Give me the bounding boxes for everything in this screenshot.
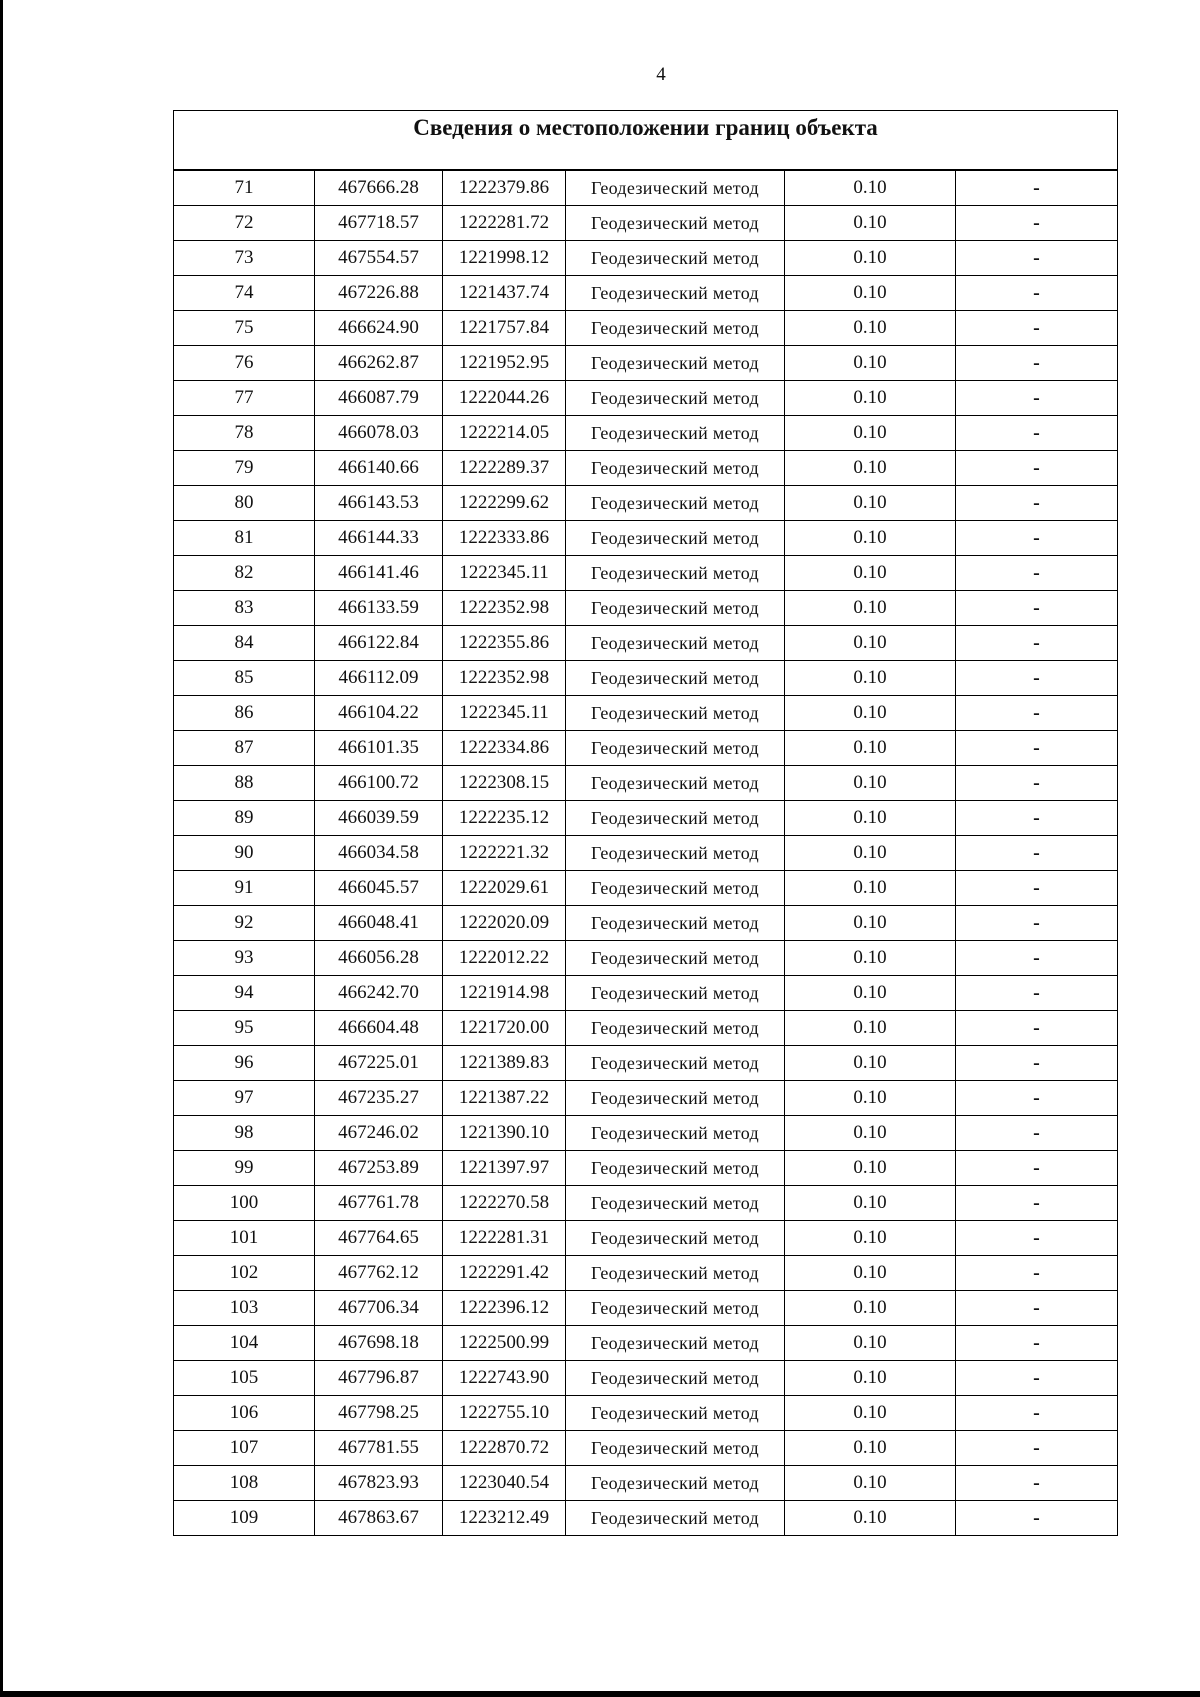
description-cell: - <box>956 906 1118 941</box>
x-coordinate-cell: 466104.22 <box>315 696 443 731</box>
point-number-cell: 95 <box>174 1011 315 1046</box>
precision-cell: 0.10 <box>785 381 956 416</box>
precision-cell: 0.10 <box>785 241 956 276</box>
table-row <box>174 206 1118 241</box>
y-coordinate-cell: 1222352.98 <box>443 661 566 696</box>
x-coordinate-cell: 467718.57 <box>315 206 443 241</box>
table-row <box>174 346 1118 381</box>
precision-cell: 0.10 <box>785 206 956 241</box>
precision-cell: 0.10 <box>785 941 956 976</box>
precision-cell: 0.10 <box>785 871 956 906</box>
point-number-cell: 94 <box>174 976 315 1011</box>
x-coordinate-cell: 466604.48 <box>315 1011 443 1046</box>
table-row <box>174 486 1118 521</box>
x-coordinate-cell: 467823.93 <box>315 1466 443 1501</box>
method-cell: Геодезический метод <box>566 521 785 556</box>
table-row <box>174 381 1118 416</box>
precision-cell: 0.10 <box>785 276 956 311</box>
description-cell: - <box>956 381 1118 416</box>
x-coordinate-cell: 467798.25 <box>315 1396 443 1431</box>
method-cell: Геодезический метод <box>566 1186 785 1221</box>
description-cell: - <box>956 1046 1118 1081</box>
table-row <box>174 696 1118 731</box>
precision-cell: 0.10 <box>785 1396 956 1431</box>
description-cell: - <box>956 451 1118 486</box>
table-row <box>174 1466 1118 1501</box>
table-row <box>174 1046 1118 1081</box>
x-coordinate-cell: 467225.01 <box>315 1046 443 1081</box>
y-coordinate-cell: 1222379.86 <box>443 170 566 206</box>
scan-border-bottom <box>0 1691 1200 1697</box>
table-row <box>174 311 1118 346</box>
table-row <box>174 1326 1118 1361</box>
x-coordinate-cell: 466141.46 <box>315 556 443 591</box>
table-row <box>174 626 1118 661</box>
x-coordinate-cell: 466133.59 <box>315 591 443 626</box>
y-coordinate-cell: 1222333.86 <box>443 521 566 556</box>
y-coordinate-cell: 1223040.54 <box>443 1466 566 1501</box>
precision-cell: 0.10 <box>785 731 956 766</box>
table-row <box>174 241 1118 276</box>
method-cell: Геодезический метод <box>566 1396 785 1431</box>
point-number-cell: 96 <box>174 1046 315 1081</box>
x-coordinate-cell: 467235.27 <box>315 1081 443 1116</box>
y-coordinate-cell: 1221757.84 <box>443 311 566 346</box>
x-coordinate-cell: 466087.79 <box>315 381 443 416</box>
y-coordinate-cell: 1221720.00 <box>443 1011 566 1046</box>
precision-cell: 0.10 <box>785 696 956 731</box>
description-cell: - <box>956 1291 1118 1326</box>
y-coordinate-cell: 1222235.12 <box>443 801 566 836</box>
method-cell: Геодезический метод <box>566 1501 785 1536</box>
y-coordinate-cell: 1222500.99 <box>443 1326 566 1361</box>
x-coordinate-cell: 467764.65 <box>315 1221 443 1256</box>
description-cell: - <box>956 206 1118 241</box>
precision-cell: 0.10 <box>785 1431 956 1466</box>
description-cell: - <box>956 521 1118 556</box>
precision-cell: 0.10 <box>785 661 956 696</box>
description-cell: - <box>956 1116 1118 1151</box>
y-coordinate-cell: 1222743.90 <box>443 1361 566 1396</box>
table-row <box>174 1221 1118 1256</box>
precision-cell: 0.10 <box>785 1361 956 1396</box>
description-cell: - <box>956 661 1118 696</box>
precision-cell: 0.10 <box>785 521 956 556</box>
table-row <box>174 1116 1118 1151</box>
y-coordinate-cell: 1222012.22 <box>443 941 566 976</box>
table-row <box>174 1501 1118 1536</box>
y-coordinate-cell: 1221389.83 <box>443 1046 566 1081</box>
x-coordinate-cell: 466045.57 <box>315 871 443 906</box>
method-cell: Геодезический метод <box>566 311 785 346</box>
table-row <box>174 1291 1118 1326</box>
precision-cell: 0.10 <box>785 451 956 486</box>
precision-cell: 0.10 <box>785 626 956 661</box>
table-row <box>174 556 1118 591</box>
description-cell: - <box>956 696 1118 731</box>
method-cell: Геодезический метод <box>566 1291 785 1326</box>
y-coordinate-cell: 1222214.05 <box>443 416 566 451</box>
description-cell: - <box>956 276 1118 311</box>
y-coordinate-cell: 1222281.72 <box>443 206 566 241</box>
method-cell: Геодезический метод <box>566 766 785 801</box>
description-cell: - <box>956 346 1118 381</box>
method-cell: Геодезический метод <box>566 1256 785 1291</box>
precision-cell: 0.10 <box>785 346 956 381</box>
table-row <box>174 906 1118 941</box>
precision-cell: 0.10 <box>785 1466 956 1501</box>
x-coordinate-cell: 467796.87 <box>315 1361 443 1396</box>
table-row <box>174 836 1118 871</box>
x-coordinate-cell: 466262.87 <box>315 346 443 381</box>
method-cell: Геодезический метод <box>566 451 785 486</box>
table-row <box>174 766 1118 801</box>
table-row <box>174 661 1118 696</box>
point-number-cell: 93 <box>174 941 315 976</box>
point-number-cell: 91 <box>174 871 315 906</box>
precision-cell: 0.10 <box>785 836 956 871</box>
precision-cell: 0.10 <box>785 801 956 836</box>
y-coordinate-cell: 1221397.97 <box>443 1151 566 1186</box>
description-cell: - <box>956 871 1118 906</box>
precision-cell: 0.10 <box>785 486 956 521</box>
description-cell: - <box>956 1256 1118 1291</box>
table-row <box>174 521 1118 556</box>
table-row <box>174 941 1118 976</box>
table-title-row <box>174 111 1118 171</box>
table-row <box>174 1431 1118 1466</box>
x-coordinate-cell: 466039.59 <box>315 801 443 836</box>
method-cell: Геодезический метод <box>566 1046 785 1081</box>
method-cell: Геодезический метод <box>566 731 785 766</box>
point-number-cell: 106 <box>174 1396 315 1431</box>
x-coordinate-cell: 466078.03 <box>315 416 443 451</box>
method-cell: Геодезический метод <box>566 801 785 836</box>
y-coordinate-cell: 1222044.26 <box>443 381 566 416</box>
table-row <box>174 1186 1118 1221</box>
y-coordinate-cell: 1222299.62 <box>443 486 566 521</box>
point-number-cell: 71 <box>174 170 315 206</box>
description-cell: - <box>956 801 1118 836</box>
x-coordinate-cell: 467253.89 <box>315 1151 443 1186</box>
y-coordinate-cell: 1222755.10 <box>443 1396 566 1431</box>
description-cell: - <box>956 1431 1118 1466</box>
y-coordinate-cell: 1222345.11 <box>443 556 566 591</box>
y-coordinate-cell: 1221998.12 <box>443 241 566 276</box>
point-number-cell: 72 <box>174 206 315 241</box>
point-number-cell: 92 <box>174 906 315 941</box>
table-row <box>174 591 1118 626</box>
method-cell: Геодезический метод <box>566 170 785 206</box>
method-cell: Геодезический метод <box>566 941 785 976</box>
precision-cell: 0.10 <box>785 1221 956 1256</box>
y-coordinate-cell: 1222345.11 <box>443 696 566 731</box>
description-cell: - <box>956 1501 1118 1536</box>
method-cell: Геодезический метод <box>566 556 785 591</box>
precision-cell: 0.10 <box>785 1256 956 1291</box>
table-row <box>174 1151 1118 1186</box>
precision-cell: 0.10 <box>785 556 956 591</box>
y-coordinate-cell: 1222281.31 <box>443 1221 566 1256</box>
description-cell: - <box>956 836 1118 871</box>
method-cell: Геодезический метод <box>566 346 785 381</box>
point-number-cell: 76 <box>174 346 315 381</box>
table-row <box>174 416 1118 451</box>
precision-cell: 0.10 <box>785 311 956 346</box>
x-coordinate-cell: 466143.53 <box>315 486 443 521</box>
point-number-cell: 102 <box>174 1256 315 1291</box>
method-cell: Геодезический метод <box>566 906 785 941</box>
precision-cell: 0.10 <box>785 906 956 941</box>
description-cell: - <box>956 556 1118 591</box>
x-coordinate-cell: 467863.67 <box>315 1501 443 1536</box>
description-cell: - <box>956 1466 1118 1501</box>
method-cell: Геодезический метод <box>566 1431 785 1466</box>
table-row <box>174 731 1118 766</box>
x-coordinate-cell: 467781.55 <box>315 1431 443 1466</box>
description-cell: - <box>956 731 1118 766</box>
point-number-cell: 77 <box>174 381 315 416</box>
point-number-cell: 73 <box>174 241 315 276</box>
point-number-cell: 78 <box>174 416 315 451</box>
table-row <box>174 276 1118 311</box>
method-cell: Геодезический метод <box>566 661 785 696</box>
y-coordinate-cell: 1221390.10 <box>443 1116 566 1151</box>
description-cell: - <box>956 1081 1118 1116</box>
method-cell: Геодезический метод <box>566 1466 785 1501</box>
method-cell: Геодезический метод <box>566 696 785 731</box>
x-coordinate-cell: 466100.72 <box>315 766 443 801</box>
point-number-cell: 108 <box>174 1466 315 1501</box>
y-coordinate-cell: 1222396.12 <box>443 1291 566 1326</box>
description-cell: - <box>956 941 1118 976</box>
method-cell: Геодезический метод <box>566 276 785 311</box>
point-number-cell: 87 <box>174 731 315 766</box>
table-row <box>174 170 1118 206</box>
y-coordinate-cell: 1222334.86 <box>443 731 566 766</box>
point-number-cell: 81 <box>174 521 315 556</box>
y-coordinate-cell: 1222020.09 <box>443 906 566 941</box>
y-coordinate-cell: 1221914.98 <box>443 976 566 1011</box>
y-coordinate-cell: 1222308.15 <box>443 766 566 801</box>
page-number: 4 <box>656 64 666 85</box>
precision-cell: 0.10 <box>785 591 956 626</box>
y-coordinate-cell: 1222270.58 <box>443 1186 566 1221</box>
description-cell: - <box>956 170 1118 206</box>
y-coordinate-cell: 1222355.86 <box>443 626 566 661</box>
precision-cell: 0.10 <box>785 976 956 1011</box>
point-number-cell: 82 <box>174 556 315 591</box>
point-number-cell: 75 <box>174 311 315 346</box>
description-cell: - <box>956 1326 1118 1361</box>
x-coordinate-cell: 467246.02 <box>315 1116 443 1151</box>
y-coordinate-cell: 1221952.95 <box>443 346 566 381</box>
description-cell: - <box>956 976 1118 1011</box>
point-number-cell: 105 <box>174 1361 315 1396</box>
description-cell: - <box>956 1151 1118 1186</box>
precision-cell: 0.10 <box>785 1186 956 1221</box>
point-number-cell: 98 <box>174 1116 315 1151</box>
table-row <box>174 451 1118 486</box>
precision-cell: 0.10 <box>785 1116 956 1151</box>
description-cell: - <box>956 311 1118 346</box>
table-row <box>174 1256 1118 1291</box>
method-cell: Геодезический метод <box>566 1221 785 1256</box>
point-number-cell: 107 <box>174 1431 315 1466</box>
y-coordinate-cell: 1222221.32 <box>443 836 566 871</box>
method-cell: Геодезический метод <box>566 1361 785 1396</box>
description-cell: - <box>956 1186 1118 1221</box>
y-coordinate-cell: 1222029.61 <box>443 871 566 906</box>
x-coordinate-cell: 467698.18 <box>315 1326 443 1361</box>
precision-cell: 0.10 <box>785 1011 956 1046</box>
y-coordinate-cell: 1222352.98 <box>443 591 566 626</box>
method-cell: Геодезический метод <box>566 1011 785 1046</box>
scan-border-left <box>0 0 3 1697</box>
x-coordinate-cell: 467761.78 <box>315 1186 443 1221</box>
method-cell: Геодезический метод <box>566 206 785 241</box>
description-cell: - <box>956 591 1118 626</box>
precision-cell: 0.10 <box>785 170 956 206</box>
method-cell: Геодезический метод <box>566 486 785 521</box>
method-cell: Геодезический метод <box>566 241 785 276</box>
table-row <box>174 1081 1118 1116</box>
description-cell: - <box>956 241 1118 276</box>
point-number-cell: 83 <box>174 591 315 626</box>
table-row <box>174 976 1118 1011</box>
x-coordinate-cell: 467706.34 <box>315 1291 443 1326</box>
description-cell: - <box>956 1361 1118 1396</box>
x-coordinate-cell: 466144.33 <box>315 521 443 556</box>
precision-cell: 0.10 <box>785 1326 956 1361</box>
point-number-cell: 109 <box>174 1501 315 1536</box>
table-row <box>174 1361 1118 1396</box>
precision-cell: 0.10 <box>785 1291 956 1326</box>
x-coordinate-cell: 466056.28 <box>315 941 443 976</box>
precision-cell: 0.10 <box>785 766 956 801</box>
method-cell: Геодезический метод <box>566 1081 785 1116</box>
precision-cell: 0.10 <box>785 1151 956 1186</box>
point-number-cell: 97 <box>174 1081 315 1116</box>
method-cell: Геодезический метод <box>566 626 785 661</box>
y-coordinate-cell: 1223212.49 <box>443 1501 566 1536</box>
y-coordinate-cell: 1222289.37 <box>443 451 566 486</box>
point-number-cell: 101 <box>174 1221 315 1256</box>
method-cell: Геодезический метод <box>566 416 785 451</box>
point-number-cell: 79 <box>174 451 315 486</box>
x-coordinate-cell: 466034.58 <box>315 836 443 871</box>
point-number-cell: 84 <box>174 626 315 661</box>
point-number-cell: 99 <box>174 1151 315 1186</box>
point-number-cell: 90 <box>174 836 315 871</box>
y-coordinate-cell: 1222291.42 <box>443 1256 566 1291</box>
point-number-cell: 74 <box>174 276 315 311</box>
table-title: Сведения о местоположении границ объекта <box>174 111 1118 171</box>
x-coordinate-cell: 467226.88 <box>315 276 443 311</box>
description-cell: - <box>956 486 1118 521</box>
point-number-cell: 100 <box>174 1186 315 1221</box>
description-cell: - <box>956 766 1118 801</box>
precision-cell: 0.10 <box>785 1501 956 1536</box>
x-coordinate-cell: 466242.70 <box>315 976 443 1011</box>
x-coordinate-cell: 467762.12 <box>315 1256 443 1291</box>
method-cell: Геодезический метод <box>566 836 785 871</box>
description-cell: - <box>956 1221 1118 1256</box>
point-number-cell: 103 <box>174 1291 315 1326</box>
y-coordinate-cell: 1221387.22 <box>443 1081 566 1116</box>
point-number-cell: 80 <box>174 486 315 521</box>
method-cell: Геодезический метод <box>566 381 785 416</box>
x-coordinate-cell: 466140.66 <box>315 451 443 486</box>
method-cell: Геодезический метод <box>566 976 785 1011</box>
method-cell: Геодезический метод <box>566 591 785 626</box>
description-cell: - <box>956 1396 1118 1431</box>
x-coordinate-cell: 466122.84 <box>315 626 443 661</box>
y-coordinate-cell: 1221437.74 <box>443 276 566 311</box>
precision-cell: 0.10 <box>785 1046 956 1081</box>
x-coordinate-cell: 466101.35 <box>315 731 443 766</box>
boundary-coordinates-table <box>173 110 1118 1536</box>
table-row <box>174 1011 1118 1046</box>
table-row <box>174 871 1118 906</box>
x-coordinate-cell: 466112.09 <box>315 661 443 696</box>
table-row <box>174 1396 1118 1431</box>
method-cell: Геодезический метод <box>566 1116 785 1151</box>
point-number-cell: 85 <box>174 661 315 696</box>
x-coordinate-cell: 466624.90 <box>315 311 443 346</box>
method-cell: Геодезический метод <box>566 871 785 906</box>
point-number-cell: 89 <box>174 801 315 836</box>
y-coordinate-cell: 1222870.72 <box>443 1431 566 1466</box>
method-cell: Геодезический метод <box>566 1151 785 1186</box>
table-row <box>174 801 1118 836</box>
x-coordinate-cell: 466048.41 <box>315 906 443 941</box>
description-cell: - <box>956 626 1118 661</box>
point-number-cell: 88 <box>174 766 315 801</box>
x-coordinate-cell: 467666.28 <box>315 170 443 206</box>
point-number-cell: 104 <box>174 1326 315 1361</box>
precision-cell: 0.10 <box>785 1081 956 1116</box>
description-cell: - <box>956 1011 1118 1046</box>
point-number-cell: 86 <box>174 696 315 731</box>
method-cell: Геодезический метод <box>566 1326 785 1361</box>
description-cell: - <box>956 416 1118 451</box>
table-body <box>174 111 1118 1536</box>
precision-cell: 0.10 <box>785 416 956 451</box>
x-coordinate-cell: 467554.57 <box>315 241 443 276</box>
